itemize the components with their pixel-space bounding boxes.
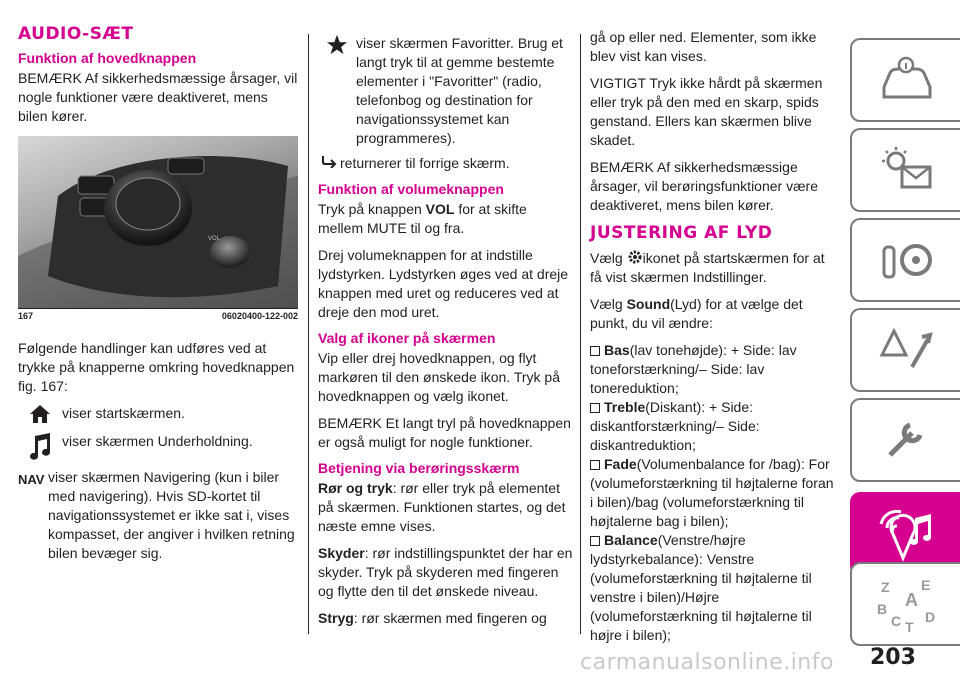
tab-emergency[interactable] [850,308,960,392]
page-number: 203 [870,645,916,670]
section-title-sound: JUSTERING AF LYD [590,223,773,243]
list-item-home [18,404,298,424]
select-pre: Vælg [590,250,627,266]
subheading-icon-select: Valg af ikoner på skærmen [318,330,496,346]
option-term-balance: Balance [604,532,658,548]
checkbox-icon [590,346,600,356]
lock-steering-icon [876,235,936,285]
music-text: viser skærmen Underholdning. [62,433,253,449]
wrench-icon [876,415,936,465]
multimedia-icon [871,504,941,564]
figure-167-photo [18,136,298,308]
tab-index[interactable] [850,562,960,646]
index-letters-icon [871,574,941,634]
touch-item-tap [318,479,573,536]
warning-lights-mail-icon [876,145,936,195]
settings-gear-icon [627,249,643,265]
home-icon [29,404,51,424]
option-text-bas: (lav tonehøjde): + Side: lav toneforstærkning/– Side: lav tonereduktion; [590,342,797,396]
column-divider-1 [308,34,309,634]
subheading-volume: Funktion af volumeknappen [318,181,504,197]
column-2 [318,34,573,636]
index-letter: T [905,619,914,634]
touch-item-swipe [318,609,573,628]
touch-item-slider [318,544,573,601]
swipe-continuation: gå op eller ned. Elementer, som ikke blev vist kan vises. [590,29,817,64]
nav-text-icon: NAV [18,472,45,487]
icons-para-2: BEMÆRK Et langt tryl på hovedknappen er også muligt for nogle funktioner. [318,415,571,450]
volume-p1-post: for at skifte mellem MUTE til og fra. [318,201,527,236]
nav-text: viser skærmen Navigering (kun i biler med navigering). Hvis SD-kortet til navigationssystemet er ikke sat i, vises kompasset, der angiver i hvilken retning bilen bevæger sig. [48,469,295,561]
console-knob-illustration [18,136,298,308]
vol-label: VOL [425,201,455,217]
index-letter: B [877,601,888,617]
touch-text-tap: : rør eller tryk på elementet på skærmen. Funktionen startes, og det næste emne vises. [318,480,566,534]
select-post: ikonet på startskærmen for at få vist skærmen Indstillinger. [590,250,825,285]
figure-code: 06020400-122-002 [221,311,298,321]
option-term-treble: Treble [604,399,646,415]
back-text: returnerer til forrige skærm. [340,155,510,171]
option-term-fade: Fade [604,456,637,472]
sound-para [590,295,840,333]
back-arrow-icon [320,154,338,168]
index-letter: D [925,609,936,625]
volume-para-2: Drej volumeknappen for at indstille lydstyrken. Lydstyrken øges ved at dreje knappen med uret og reduceres ved at dreje den mod uret. [318,247,569,320]
touch-term-swipe: Stryg [318,610,354,626]
important-note: VIGTIGT Tryk ikke hårdt på skærmen eller tryk på den med en skarp, spids genstand. Ellers kan skærmen blive skadet. [590,75,823,148]
checkbox-icon [590,403,600,413]
option-text-balance: (Venstre/højre lydstyrkebalance): Venstre (volumeforstærkning til højtalerne til venstre i bilen)/Højre (volumeforstærkning til højtalerne til højre i bilen); [590,532,812,643]
touch-term-tap: Rør og tryk [318,480,393,496]
triangle-tools-icon [876,325,936,375]
option-text-fade: (Volumenbalance for /bag): For (volumeforstærkning til højtalerne foran i bilen)/bag (volumeforstærkning til højtalerne bag i bilen); [590,456,834,529]
sound-label: Sound [626,296,671,312]
tab-maintenance[interactable] [850,398,960,482]
option-treble [590,398,840,455]
list-item-music [18,432,298,460]
list-item-favorites [318,34,573,148]
home-text: viser startskærmen. [62,405,185,421]
subheading-touchscreen: Betjening via berøringsskærm [318,460,520,476]
favorites-text: viser skærmen Favoritter. Brug et langt tryk til at gemme bestemte elementer i "Favoritter" (radio, telefonbog og destination for navigationssystemet kan programmeres). [356,35,563,146]
note-touch-safety: BEMÆRK Af sikkerhedsmæssige årsager, vil berøringsfunktioner være deaktiveret, mens bilen kører. [590,159,818,213]
column-3 [590,28,840,645]
sound-pre: Vælg [590,296,627,312]
touch-text-slider: : rør indstillingspunktet der har en skyder. Tryk på skyderen med fingeren og flytte den til det ønskede niveau. [318,545,573,599]
subheading-main-knob: Funktion af hovedknappen [18,50,197,66]
select-settings-para [590,249,840,287]
sound-post: (Lyd) for at vælge det punkt, du vil ændre: [590,296,803,331]
list-item-back [318,154,573,173]
option-term-bas: Bas [604,342,630,358]
tab-car-info[interactable] [850,38,960,122]
watermark: carmanualsonline.info [580,650,834,675]
note-safety: BEMÆRK Af sikkerhedsmæssige årsager, vil nogle funktioner være deaktiveret, mens bilen kører. [18,70,298,124]
checkbox-icon [590,460,600,470]
option-fade [590,455,840,531]
tab-warning-lights[interactable] [850,128,960,212]
tab-safety[interactable] [850,218,960,302]
svg-text:VOL: VOL [208,236,221,242]
index-letter: A [905,590,918,610]
option-text-treble: (Diskant): + Side: diskantforstærkning/– Side: diskantreduktion; [590,399,760,453]
icons-para-1: Vip eller drej hovedknappen, og flyt markøren til den ønskede ikon. Tryk på hovedknappen og vælg ikonet. [318,350,560,404]
music-note-icon [28,432,52,460]
touch-term-slider: Skyder [318,545,365,561]
list-item-nav [18,468,298,563]
index-letter: Z [881,579,890,595]
car-info-icon [876,55,936,105]
star-icon [326,34,348,56]
index-letter: E [921,577,931,593]
volume-para-1 [318,200,573,238]
option-bas [590,341,840,398]
figure-caption [18,308,298,321]
figure-number: 167 [18,311,34,321]
column-1 [18,24,298,571]
index-letter: C [891,613,902,629]
touch-text-swipe: : rør skærmen med fingeren og [353,610,547,626]
intro-text: Følgende handlinger kan udføres ved at trykke på knapperne omkring hovedknappen fig. 167: [18,340,295,394]
volume-p1-pre: Tryk på knappen [318,201,426,217]
column-divider-2 [580,34,581,634]
section-title-audio: AUDIO-SÆT [18,24,134,44]
option-balance [590,531,840,645]
checkbox-icon [590,536,600,546]
